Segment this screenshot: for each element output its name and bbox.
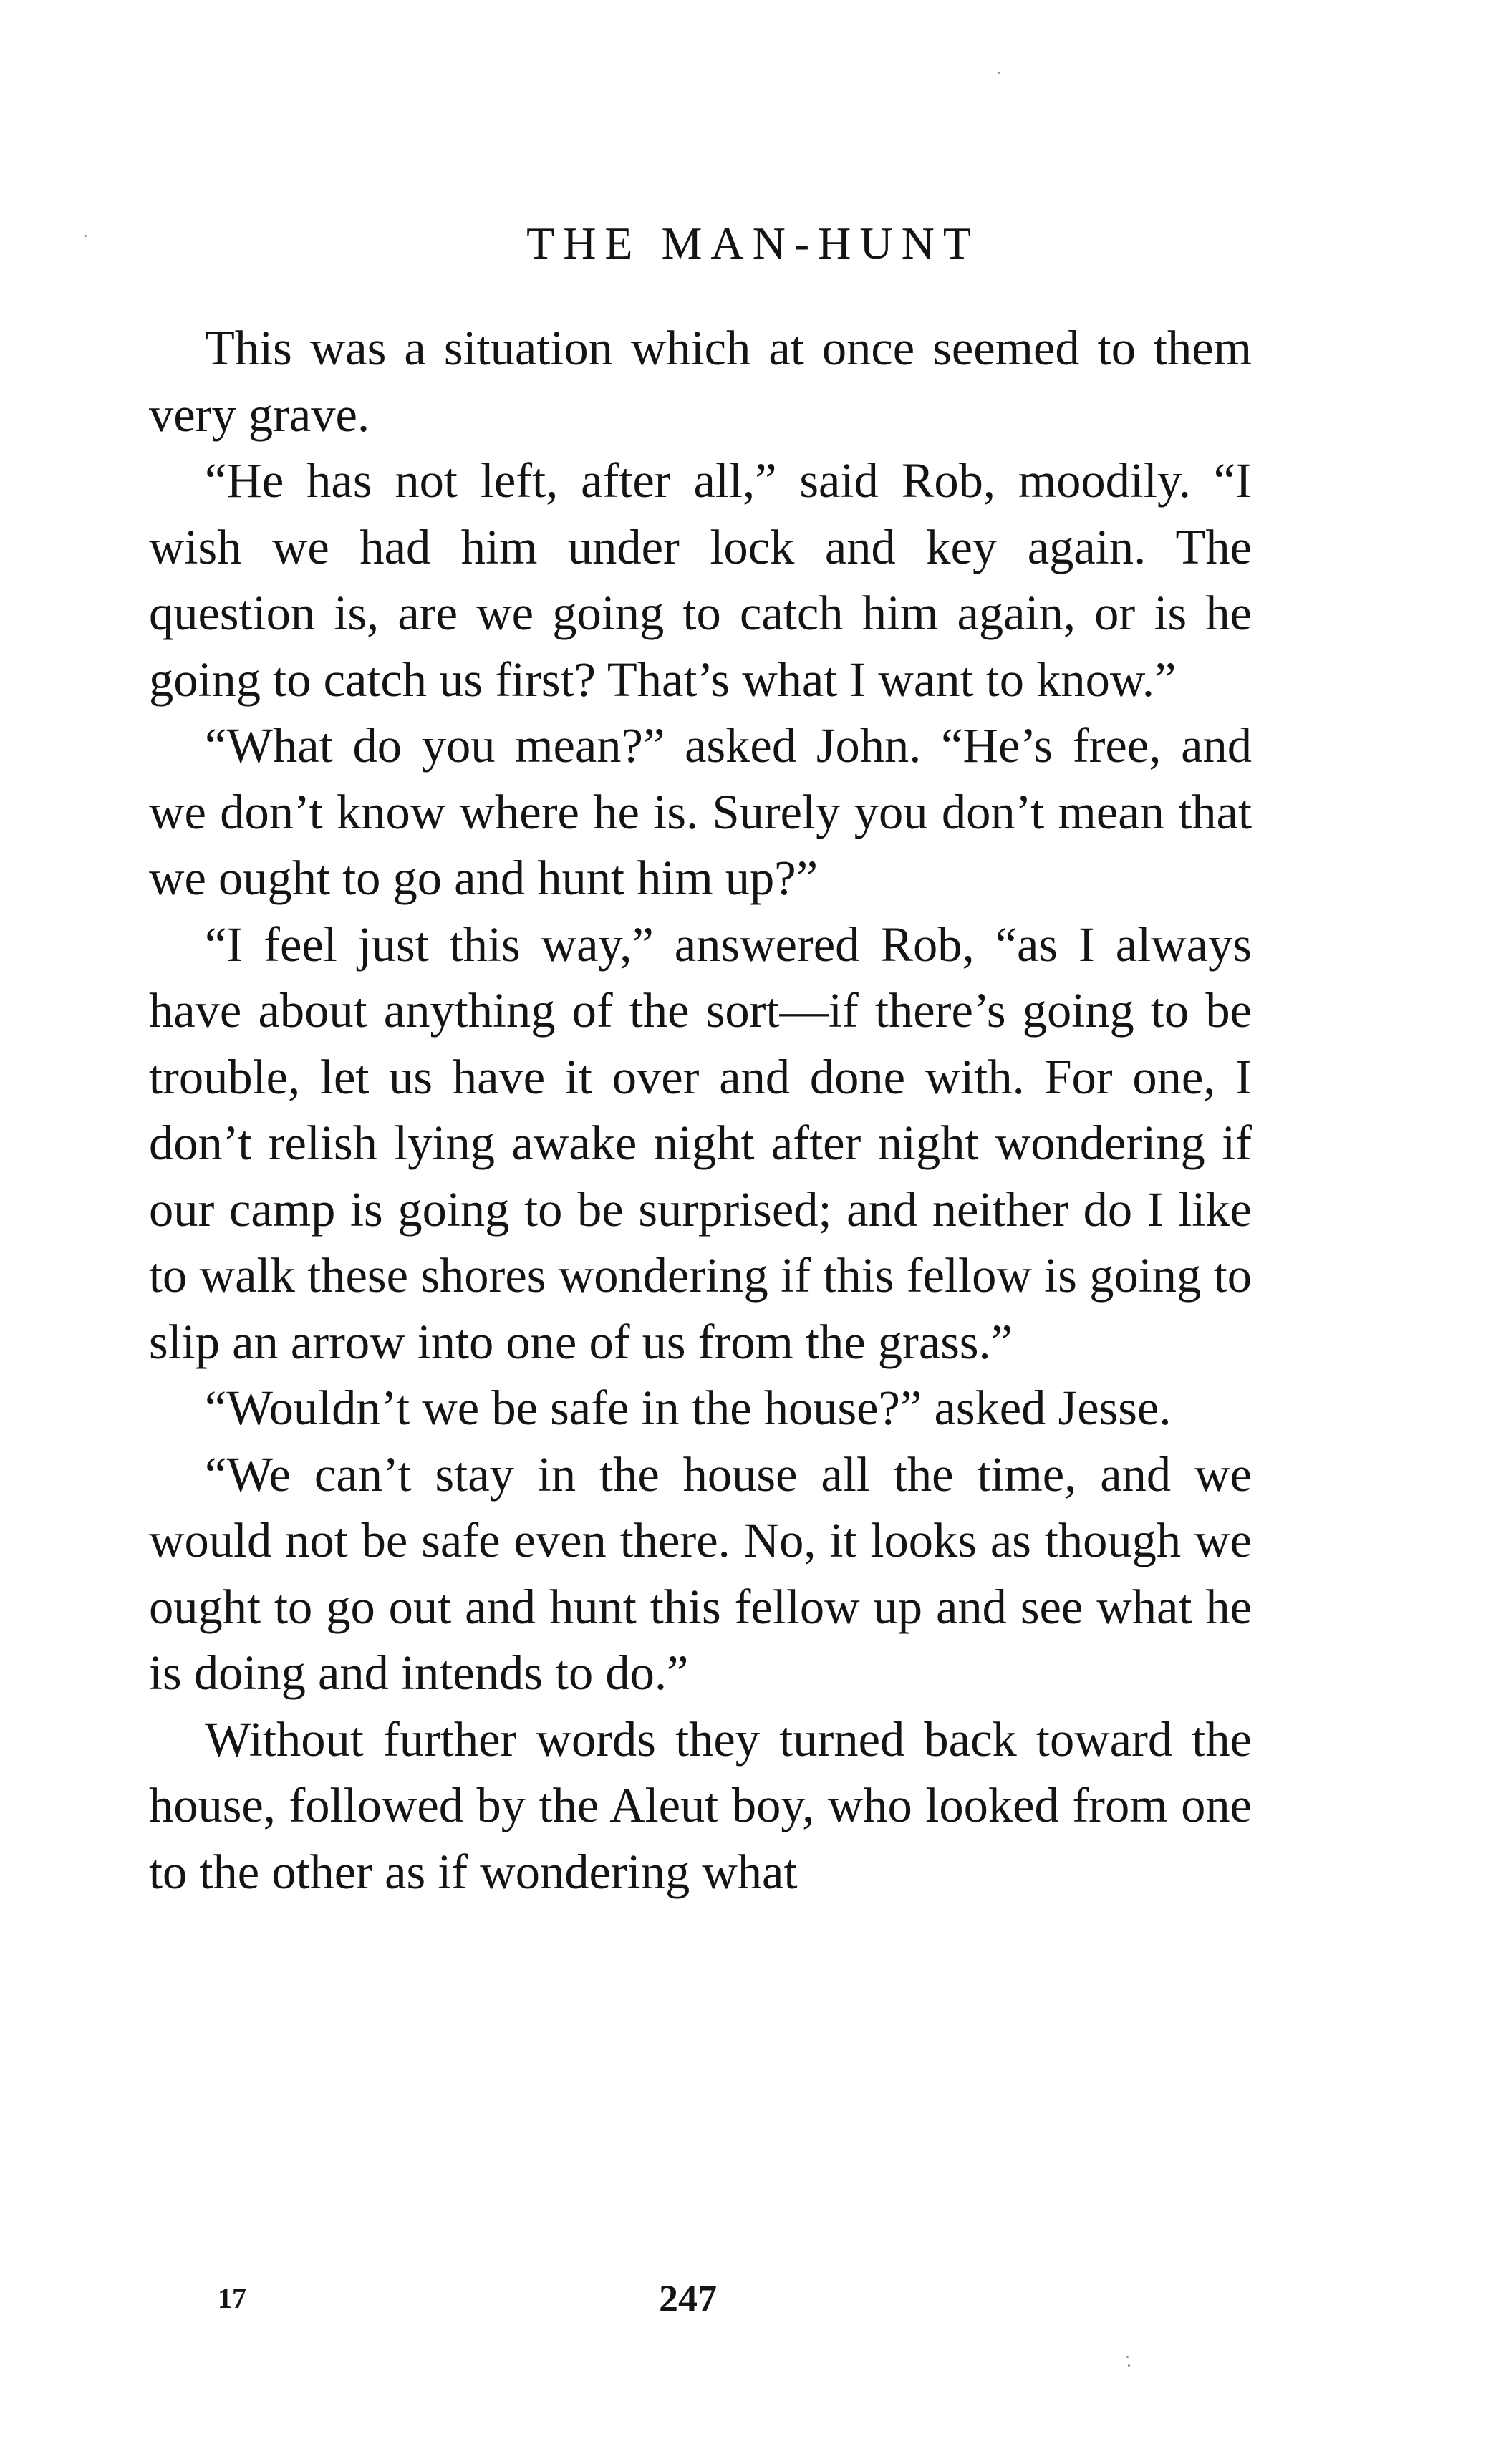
paragraph: “What do you mean?” asked John. “He’s free, and we don’t know where he is. Surely you don’t mean that we ought to go and hunt him up?”	[149, 718, 1252, 905]
paragraph: “We can’t stay in the house all the time, and we would not be safe even there. No, it looks as though we ought to go out and hunt this fellow up and see what he is doing and intends to do.”	[149, 1446, 1252, 1700]
paragraph: Without further words they turned back toward the house, followed by the Aleut boy, who looked from one to the other as if wondering what	[149, 1711, 1252, 1899]
page-number: 247	[659, 2277, 717, 2320]
paragraph: This was a situation which at once seemed to them very grave.	[149, 321, 1252, 442]
signature-mark: 17	[218, 2282, 246, 2314]
paper-speck	[85, 235, 87, 237]
body-text	[149, 315, 1252, 1905]
paper-speck	[1126, 2356, 1129, 2358]
running-head: THE MAN-HUNT	[526, 218, 980, 269]
paper-speck	[1128, 2364, 1130, 2367]
paragraph: “Wouldn’t we be safe in the house?” asked Jesse.	[205, 1381, 1172, 1435]
paragraph: “I feel just this way,” answered Rob, “as I always have about anything of the sort—if there’s going to be trouble, let us have it over and done with. For one, I don’t relish lying awake night after night wondering if our camp is going to be surprised; and neither do I like to walk these shores wondering if this fellow is going to slip an arrow into one of us from the grass.”	[149, 917, 1252, 1369]
paper-speck	[998, 72, 1000, 74]
paragraph: “He has not left, after all,” said Rob, moodily. “I wish we had him under lock and key again. The question is, are we going to catch him again, or is he going to catch us first? That’s what I want to know.”	[149, 453, 1252, 707]
